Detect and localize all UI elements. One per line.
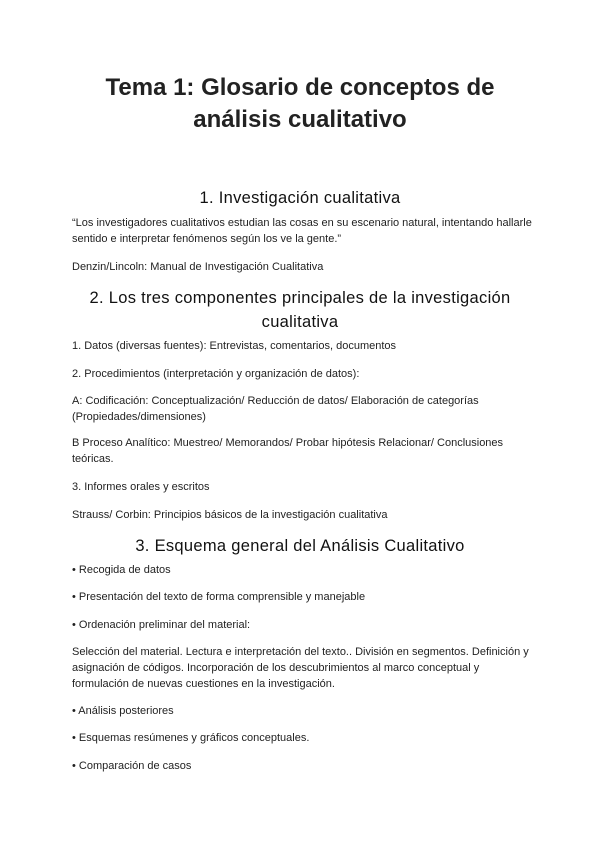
citation: Denzin/Lincoln: Manual de Investigación Cualitativa	[72, 261, 324, 273]
section-heading-2: 2. Los tres componentes principales de la investigación cualitativa	[89, 289, 511, 331]
bullet-item: • Comparación de casos	[72, 760, 192, 772]
paragraph: Selección del material. Lectura e interpretación del texto.. División en segmentos. Definición y asignación de códigos. Incorporación de los descubrimientos al marco conceptual y formulación de nuevas cuestiones en la investigación.	[72, 646, 529, 690]
bullet-item: • Análisis posteriores	[72, 705, 174, 717]
paragraph: A: Codificación: Conceptualización/ Reducción de datos/ Elaboración de categorías (Propiedades/dimensiones)	[72, 395, 479, 423]
paragraph: B Proceso Analítico: Muestreo/ Memorandos/ Probar hipótesis Relacionar/ Conclusiones teóricas.	[72, 437, 504, 465]
bullet-item: • Ordenación preliminar del material:	[72, 619, 251, 631]
bullet-item: • Presentación del texto de forma comprensible y manejable	[72, 591, 366, 603]
paragraph: 3. Informes orales y escritos	[72, 481, 210, 493]
citation: Strauss/ Corbin: Principios básicos de la investigación cualitativa	[72, 509, 388, 521]
quote-paragraph: “Los investigadores cualitativos estudian las cosas en su escenario natural, intentando hallarle sentido e interpretar fenómenos según los ve la gente.”	[72, 217, 532, 245]
bullet-item: • Esquemas resúmenes y gráficos conceptuales.	[72, 732, 310, 744]
section-heading-1: 1. Investigación cualitativa	[199, 189, 401, 207]
paragraph: 2. Procedimientos (interpretación y organización de datos):	[72, 368, 360, 380]
bullet-item: • Recogida de datos	[72, 564, 171, 576]
section-heading-3: 3. Esquema general del Análisis Cualitativo	[135, 537, 465, 555]
page-title: Tema 1: Glosario de conceptos de análisis cualitativo	[105, 74, 495, 133]
paragraph: 1. Datos (diversas fuentes): Entrevistas, comentarios, documentos	[72, 340, 397, 352]
